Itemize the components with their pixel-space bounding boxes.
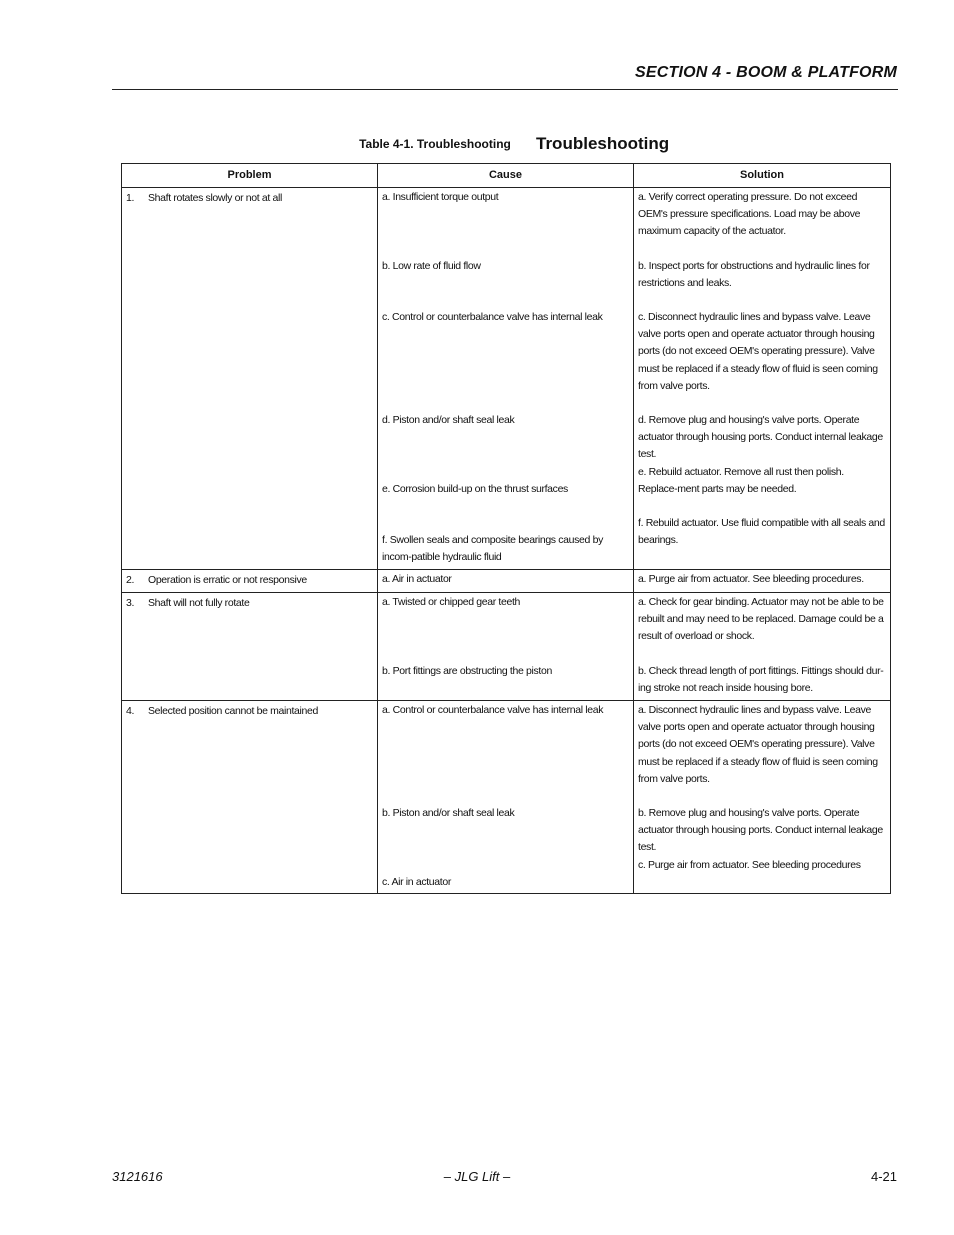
cause-item: b. Low rate of fluid flow <box>382 260 481 272</box>
cause-item: c. Air in actuator <box>382 876 451 888</box>
cause-cell <box>378 570 634 593</box>
cause-item: c. Control or counterbalance valve has internal leak <box>382 311 603 323</box>
cause-item: a. Control or counterbalance valve has internal leak <box>382 704 604 716</box>
solution-cell <box>634 593 891 701</box>
table-caption <box>0 134 954 153</box>
publisher-name: – JLG Lift – <box>443 1169 511 1184</box>
solution-item: b. Check thread length of port fittings. Fittings should dur-ing stroke not reach inside housing bore. <box>638 665 884 695</box>
problem-number: 1. <box>126 192 135 204</box>
problem-text: Selected position cannot be maintained <box>148 705 318 717</box>
table-caption-title: Troubleshooting <box>536 134 670 153</box>
troubleshooting-table <box>121 163 891 894</box>
cause-item: b. Port fittings are obstructing the piston <box>382 665 552 677</box>
problem-text: Shaft rotates slowly or not at all <box>148 192 283 204</box>
problem-number: 4. <box>126 705 135 717</box>
problem-cell <box>122 570 378 593</box>
solution-item: a. Verify correct operating pressure. Do not exceed OEM's pressure specifications. Load may be above maximum capacity of the actuator. <box>638 191 861 238</box>
solution-item: c. Disconnect hydraulic lines and bypass valve. Leave valve ports open and operate actuator through housing ports (do not exceed OEM's operating pressure). Valve must be replaced if a steady flow of fluid is seen coming from valve ports. <box>638 311 878 392</box>
cause-item: a. Insufficient torque output <box>382 191 499 203</box>
section-title: SECTION 4 - BOOM & PLATFORM <box>635 64 897 81</box>
cause-item: b. Piston and/or shaft seal leak <box>382 807 515 819</box>
cause-item: f. Swollen seals and composite bearings caused by incom-patible hydraulic fluid <box>382 534 603 564</box>
solution-item: b. Inspect ports for obstructions and hydraulic lines for restrictions and leaks. <box>638 260 870 290</box>
solution-cell <box>634 188 891 570</box>
cause-cell <box>378 188 634 570</box>
solution-cell <box>634 570 891 593</box>
problem-number: 2. <box>126 574 135 586</box>
solution-item: a. Check for gear binding. Actuator may not be able to be rebuilt and may need to be replaced. Damage could be a result of overload or shock. <box>638 596 884 643</box>
problem-text: Shaft will not fully rotate <box>148 597 250 609</box>
table-row <box>122 593 891 701</box>
column-header-problem: Problem <box>122 164 378 188</box>
column-header-solution: Solution <box>634 164 891 188</box>
table-row <box>122 701 891 894</box>
page-number: 4-21 <box>870 1169 897 1184</box>
solution-item: e. Rebuild actuator. Remove all rust then polish. Replace-ment parts may be needed. <box>638 466 844 496</box>
cause-item: a. Air in actuator <box>382 573 452 585</box>
solution-item: f. Rebuild actuator. Use fluid compatible with all seals and bearings. <box>638 517 885 547</box>
cause-item: a. Twisted or chipped gear teeth <box>382 596 521 608</box>
column-header-cause: Cause <box>378 164 634 188</box>
solution-item: a. Disconnect hydraulic lines and bypass valve. Leave valve ports open and operate actuator through housing ports (do not exceed OEM's operating pressure). Valve must be replaced if a steady flow of fluid is seen coming from valve ports. <box>638 704 878 785</box>
cause-cell <box>378 593 634 701</box>
header-divider <box>112 89 898 90</box>
table-row <box>122 570 891 593</box>
problem-text: Operation is erratic or not responsive <box>148 574 307 586</box>
solution-item: b. Remove plug and housing's valve ports. Operate actuator through housing ports. Conduct internal leakage test. <box>638 807 883 854</box>
solution-cell <box>634 701 891 894</box>
table-header-row <box>122 164 891 188</box>
solution-item: c. Purge air from actuator. See bleeding procedures <box>638 859 861 871</box>
document-number: 3121616 <box>112 1169 163 1184</box>
table-caption-label: Table 4-1. Troubleshooting <box>359 137 511 151</box>
problem-cell <box>122 593 378 701</box>
problem-cell <box>122 701 378 894</box>
problem-number: 3. <box>126 597 135 609</box>
cause-cell <box>378 701 634 894</box>
table-row <box>122 188 891 570</box>
solution-item: d. Remove plug and housing's valve ports. Operate actuator through housing ports. Conduct internal leakage test. <box>638 414 883 461</box>
solution-item: a. Purge air from actuator. See bleeding procedures. <box>638 573 864 585</box>
cause-item: e. Corrosion build-up on the thrust surfaces <box>382 483 568 495</box>
problem-cell <box>122 188 378 570</box>
cause-item: d. Piston and/or shaft seal leak <box>382 414 515 426</box>
